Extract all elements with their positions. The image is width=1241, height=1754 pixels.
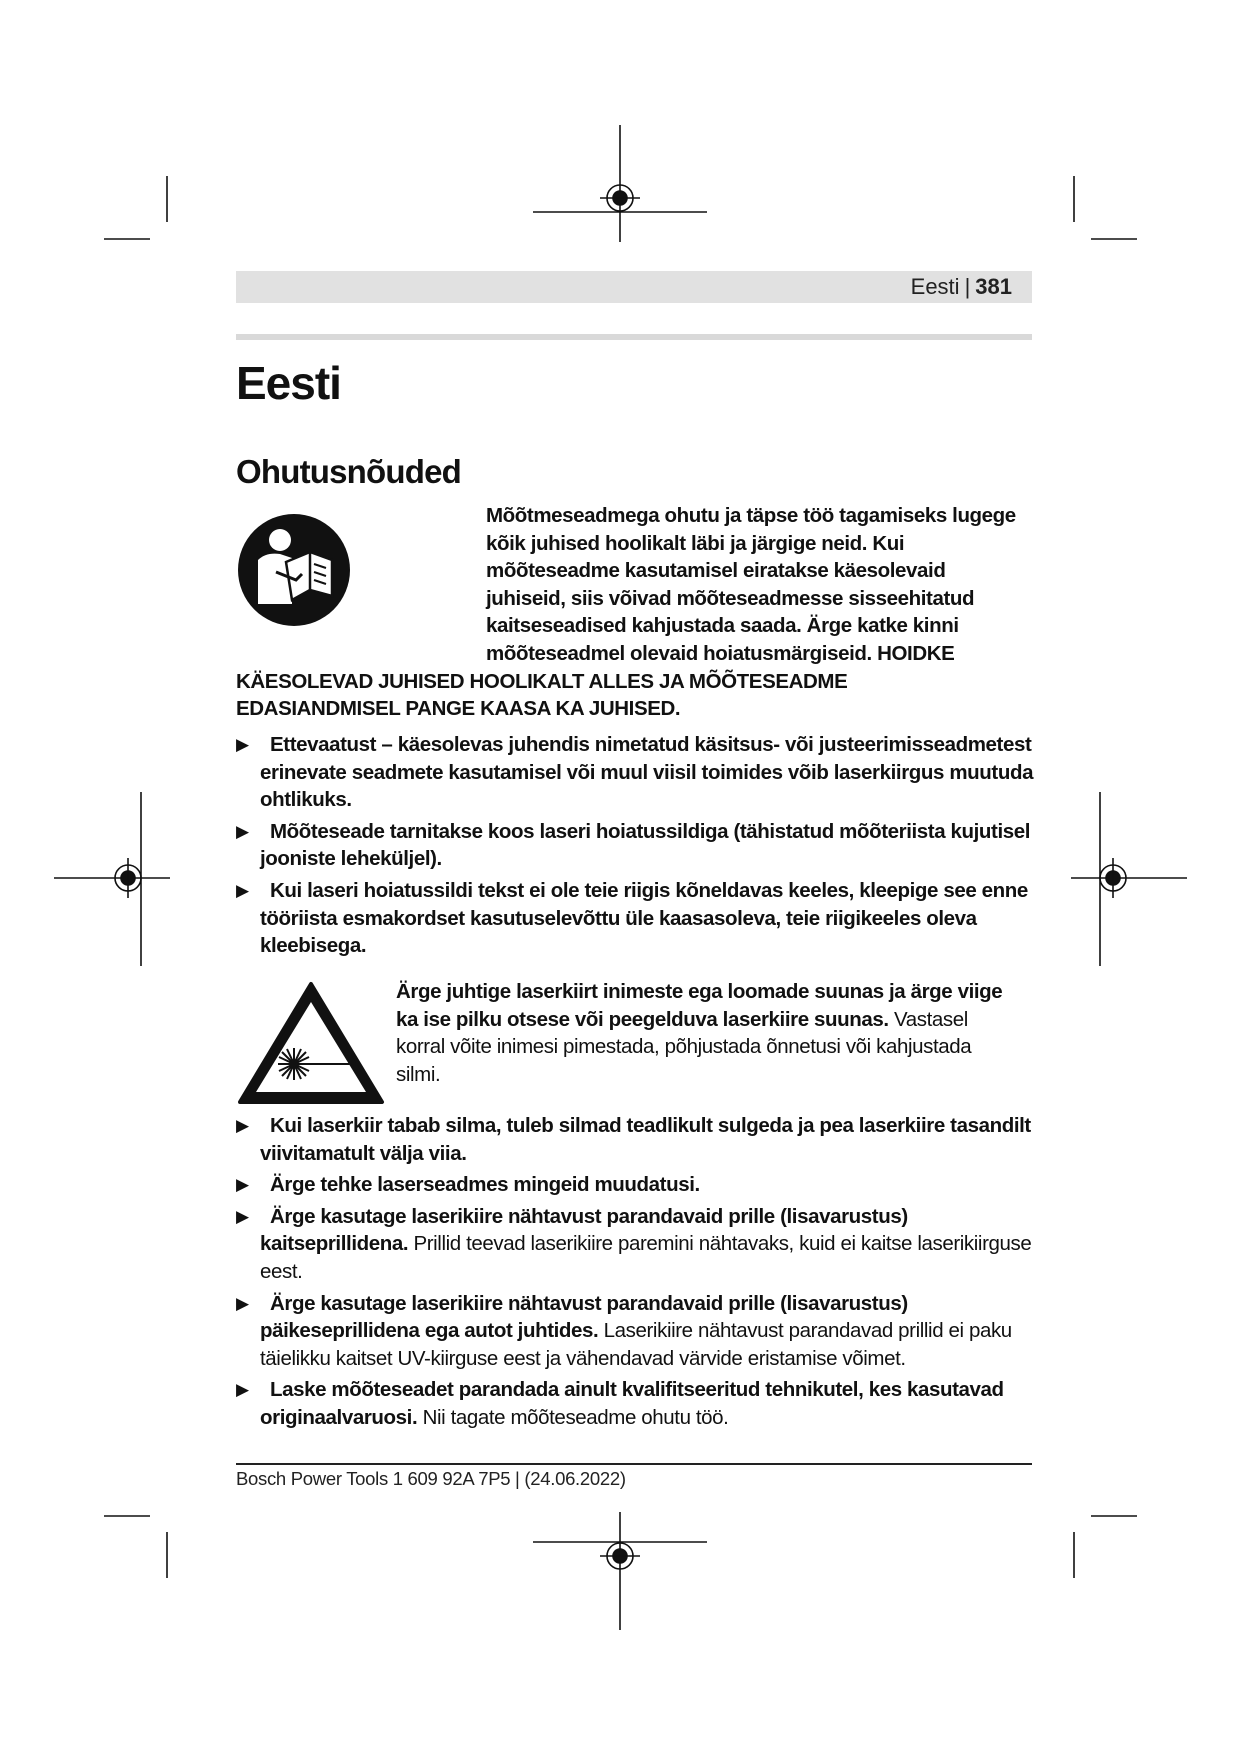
list-item: [236, 1290, 1036, 1373]
section-heading: Ohutusnõuded: [236, 453, 462, 490]
intro-paragraph: [236, 502, 1016, 723]
bullet-arrow-icon: ▶: [236, 1293, 249, 1313]
list-item: [236, 1376, 1036, 1431]
laser-warning-icon: [236, 978, 386, 1108]
list-item: [236, 1171, 1036, 1199]
bullet-arrow-icon: ▶: [236, 1116, 249, 1135]
bullet-arrow-icon: ▶: [236, 1380, 249, 1400]
laser-warning-normal: Vastasel korral võite inimesi pimestada, põhjustada õnnetusi või kahjustada silmi.: [396, 1007, 972, 1086]
header-section: Eesti: [910, 274, 960, 299]
bullet-arrow-icon: ▶: [236, 1175, 249, 1195]
footer-divider: [236, 1463, 1032, 1465]
list-item-bold: Mõõteseade tarnitakse koos laseri hoiatussildiga (tähistatud mõõteriista kujutisel jooniste leheküljel).: [260, 819, 1031, 871]
page-title: Eesti: [236, 357, 341, 409]
header-separator: |: [964, 274, 971, 299]
list-item: [236, 1203, 1036, 1286]
list-item-bold: Ettevaatust – käesolevas juhendis nimetatud käsitsus- või justeerimisseadmetest erinevate seadmete kasutamisel või muul viisil toimides võib laserkiirgus muutuda ohtlikuks.: [260, 733, 1034, 812]
list-item: [236, 731, 1036, 814]
list-item-bold: Kui laserkiir tabab silma, tuleb silmad teadlikult sulgeda ja pea laserkiire tasandilt viivitamatult välja viia.: [260, 1114, 1031, 1165]
bullet-arrow-icon: ▶: [236, 821, 249, 841]
bullet-arrow-icon: ▶: [236, 880, 249, 900]
list-item-normal: Prillid teevad laserikiire paremini nähtavaks, kuid ei kaitse laserikiirguse eest.: [260, 1232, 1032, 1283]
list-item-bold: Ärge kasutage laserikiire nähtavust parandavaid prille (lisavarustus) päikeseprillidena ega autot juhtides.: [260, 1291, 908, 1343]
list-item: [236, 818, 1036, 873]
safety-list-bottom: [236, 1112, 1036, 1436]
read-manual-icon: [236, 502, 486, 642]
header-divider: [236, 334, 1032, 340]
bullet-arrow-icon: ▶: [236, 735, 249, 754]
list-item-normal: Laserikiire nähtavust parandavad prillid ei paku täielikku kaitset UV-kiirguse eest ja vähendavad värvide eristamise võimet.: [260, 1319, 1012, 1370]
list-item-bold: Ärge kasutage laserikiire nähtavust parandavaid prille (lisavarustus) kaitseprillidena.: [260, 1204, 908, 1256]
list-item: [236, 877, 1036, 960]
bullet-arrow-icon: ▶: [236, 1206, 249, 1226]
list-item-bold: Ärge tehke laserseadmes mingeid muudatusi.: [270, 1173, 700, 1197]
list-item-normal: Nii tagate mõõteseadme ohutu töö.: [422, 1405, 729, 1429]
list-item-bold: Kui laseri hoiatussildi tekst ei ole teie riigis kõneldavas keeles, kleepige see enne tööriista esmakordset kasutuselevõttu üle kaasasoleva, teie riigikeeles oleva kleebisega.: [260, 878, 1028, 958]
safety-list-top: [236, 731, 1036, 964]
list-item-bold: Laske mõõteseadet parandada ainult kvalifitseeritud tehnikutel, kes kasutavad originaalvaruosi.: [260, 1378, 1004, 1429]
laser-warning-text: [396, 978, 1016, 1088]
page-footer: Bosch Power Tools 1 609 92A 7P5 | (24.06.2022): [236, 1468, 626, 1489]
intro-text: Mõõtmeseadmega ohutu ja täpse töö tagamiseks lugege kõik juhised hoolikalt läbi ja järgige neid. Kui mõõteseadme kasutamisel eiratakse käesolevaid juhiseid, siis võivad mõõteseadmesse sisseehitatud kaitseseadised kahjustada saada. Ärge katke kinni mõõteseadmel olevaid hoiatusmärgiseid. HOIDKE KÄESOLEVAD JUHISED HOOLIKALT ALLES JA MÕÕTESEADME EDASIANDMISEL PANGE KAASA KA JUHISED.: [236, 504, 1016, 721]
list-item: [236, 1112, 1036, 1167]
page-header: [236, 271, 1032, 303]
page-number: 381: [975, 274, 1012, 299]
laser-warning-bold: Ärge juhtige laserkiirt inimeste ega loomade suunas ja ärge viige ka ise pilku otsese või peegelduva laserkiire suunas.: [396, 980, 1003, 1031]
laser-warning-block: [236, 978, 1026, 1118]
